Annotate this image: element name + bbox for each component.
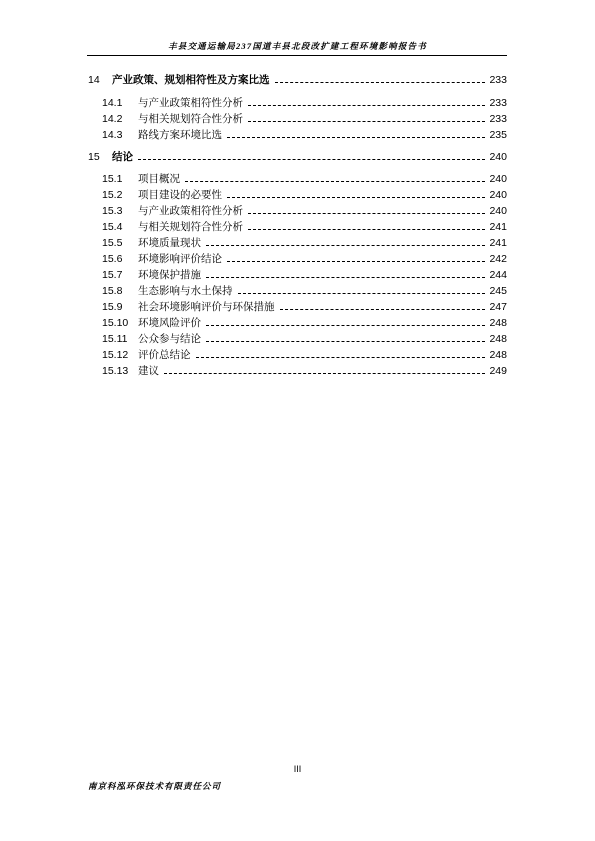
toc-entry-number: 15.5 <box>102 237 123 249</box>
toc-entry-title: 公众参与结论 <box>138 333 201 345</box>
toc-entry-number: 14 <box>88 74 100 86</box>
toc-entry-number: 14.1 <box>102 97 123 109</box>
toc-entry-title: 项目概况 <box>138 173 180 185</box>
running-header: 丰县交通运输局237国道丰县北段改扩建工程环境影响报告书 <box>168 41 427 51</box>
toc-section-row[interactable] <box>0 315 595 331</box>
toc-entry-page: 248 <box>489 333 507 345</box>
toc-entry-number: 15.9 <box>102 301 123 313</box>
toc-section-row[interactable] <box>0 187 595 203</box>
toc-section-row[interactable] <box>0 127 595 143</box>
toc-entry-number: 15.1 <box>102 173 123 185</box>
toc-entry-title: 生态影响与水土保持 <box>138 285 233 297</box>
toc-entry-title: 评价总结论 <box>138 349 191 361</box>
toc-section-row[interactable] <box>0 299 595 315</box>
toc-dot-leader <box>248 229 485 230</box>
toc-dot-leader <box>227 197 485 198</box>
toc-entry-number: 15.8 <box>102 285 123 297</box>
toc-dot-leader <box>206 325 485 326</box>
toc-section-row[interactable] <box>0 251 595 267</box>
toc-section-row[interactable] <box>0 203 595 219</box>
toc-entry-page: 249 <box>489 365 507 377</box>
toc-dot-leader <box>185 181 485 182</box>
toc-entry-number: 15.3 <box>102 205 123 217</box>
toc-entry-title: 环境影响评价结论 <box>138 253 222 265</box>
toc-section-row[interactable] <box>0 267 595 283</box>
toc-dot-leader <box>248 105 485 106</box>
toc-entry-title: 与相关规划符合性分析 <box>138 221 243 233</box>
toc-dot-leader <box>238 293 486 294</box>
toc-entry-page: 248 <box>489 317 507 329</box>
toc-dot-leader <box>196 357 486 358</box>
toc-entry-title: 结论 <box>112 151 133 163</box>
toc-entry-number: 14.3 <box>102 129 123 141</box>
toc-entry-page: 240 <box>489 151 507 163</box>
toc-entry-number: 15.12 <box>102 349 129 361</box>
toc-dot-leader <box>138 159 485 160</box>
toc-section-row[interactable] <box>0 331 595 347</box>
toc-entry-page: 241 <box>489 237 507 249</box>
toc-entry-number: 15.10 <box>102 317 129 329</box>
toc-chapter-row[interactable] <box>0 72 595 88</box>
toc-entry-title: 社会环境影响评价与环保措施 <box>138 301 275 313</box>
toc-entry-page: 235 <box>489 129 507 141</box>
toc-entry-page: 233 <box>489 113 507 125</box>
toc-entry-page: 242 <box>489 253 507 265</box>
toc-dot-leader <box>206 245 485 246</box>
toc-entry-title: 建议 <box>138 365 159 377</box>
toc-section-row[interactable] <box>0 347 595 363</box>
toc-entry-page: 248 <box>489 349 507 361</box>
toc-section-row[interactable] <box>0 363 595 379</box>
toc-entry-title: 项目建设的必要性 <box>138 189 222 201</box>
toc-entry-number: 15.7 <box>102 269 123 281</box>
toc-entry-page: 240 <box>489 189 507 201</box>
toc-dot-leader <box>164 373 485 374</box>
toc-entry-number: 15 <box>88 151 100 163</box>
toc-dot-leader <box>248 213 485 214</box>
toc-entry-page: 241 <box>489 221 507 233</box>
toc-dot-leader <box>227 137 485 138</box>
toc-entry-number: 15.11 <box>102 333 128 345</box>
toc-entry-title: 与相关规划符合性分析 <box>138 113 243 125</box>
toc-entry-title: 与产业政策相符性分析 <box>138 97 243 109</box>
toc-section-row[interactable] <box>0 235 595 251</box>
footer-company: 南京科泓环保技术有限责任公司 <box>88 781 222 791</box>
toc-section-row[interactable] <box>0 219 595 235</box>
toc-entry-page: 233 <box>489 97 507 109</box>
toc-entry-title: 环境质量现状 <box>138 237 201 249</box>
toc-section-row[interactable] <box>0 95 595 111</box>
toc-entry-page: 240 <box>489 173 507 185</box>
toc-entry-number: 15.4 <box>102 221 123 233</box>
toc-entry-page: 247 <box>489 301 507 313</box>
toc-entry-title: 环境风险评价 <box>138 317 201 329</box>
toc-entry-page: 244 <box>489 269 507 281</box>
toc-entry-title: 环境保护措施 <box>138 269 201 281</box>
toc-entry-title: 产业政策、规划相符性及方案比选 <box>112 74 270 86</box>
toc-chapter-row[interactable] <box>0 149 595 165</box>
toc-entry-title: 路线方案环境比选 <box>138 129 222 141</box>
toc-section-row[interactable] <box>0 111 595 127</box>
toc-dot-leader <box>248 121 485 122</box>
toc-entry-page: 233 <box>489 74 507 86</box>
toc-entry-number: 15.6 <box>102 253 123 265</box>
toc-entry-page: 245 <box>489 285 507 297</box>
toc-dot-leader <box>206 277 485 278</box>
toc-entry-number: 14.2 <box>102 113 123 125</box>
toc-dot-leader <box>275 82 486 83</box>
toc-entry-title: 与产业政策相符性分析 <box>138 205 243 217</box>
toc-section-row[interactable] <box>0 283 595 299</box>
toc-entry-number: 15.2 <box>102 189 123 201</box>
page-number: III <box>293 764 302 774</box>
toc-dot-leader <box>280 309 486 310</box>
toc-entry-number: 15.13 <box>102 365 129 377</box>
toc-dot-leader <box>227 261 485 262</box>
toc-entry-page: 240 <box>489 205 507 217</box>
toc-dot-leader <box>206 341 485 342</box>
toc-section-row[interactable] <box>0 171 595 187</box>
